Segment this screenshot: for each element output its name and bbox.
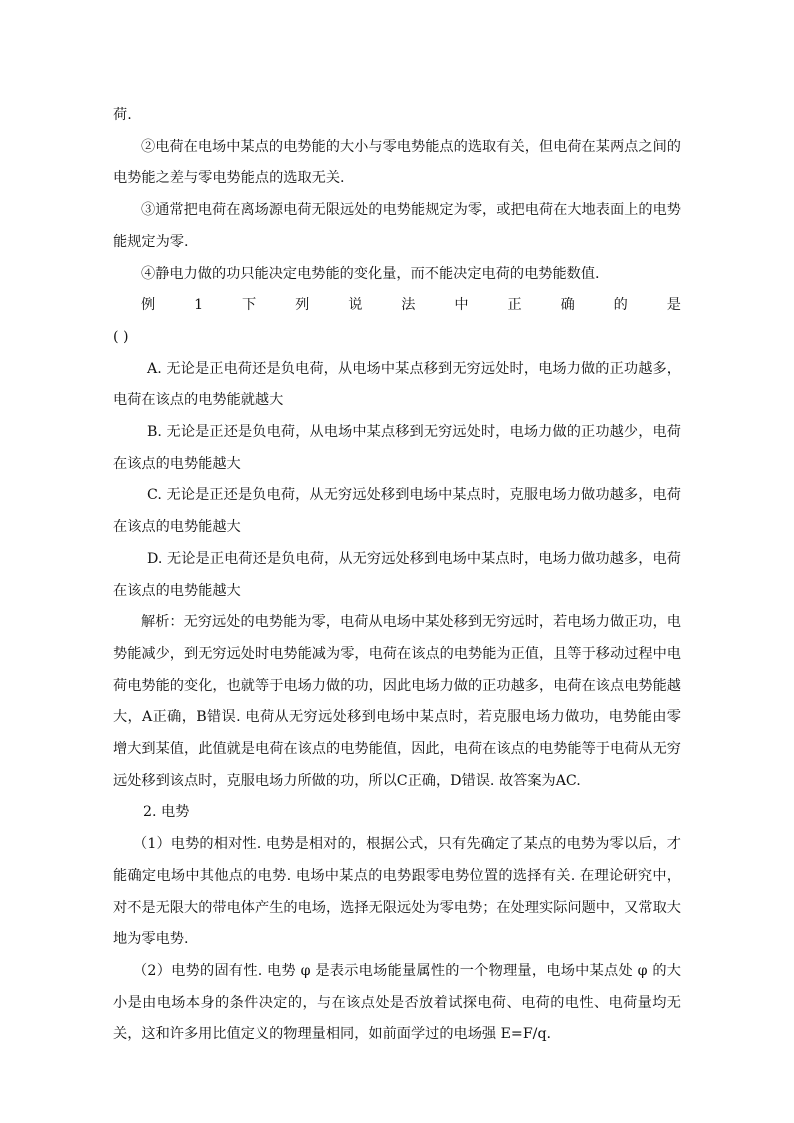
example-char: 正 <box>507 297 522 314</box>
paragraph-point-3: ③通常把电荷在离场源电荷无限远处的电势能规定为零，或把电荷在大地表面上的电势能规定为零. <box>113 202 681 250</box>
paragraph-point-4: ④静电力做的功只能决定电势能的变化量，而不能决定电荷的电势能数值. <box>141 265 600 282</box>
example-char: 是 <box>666 297 681 314</box>
option-a: A. 无论是正电荷还是负电荷，从电场中某点移到无穷远处时，电场力做的正功越多，电荷在该点的电势能就越大 <box>113 360 681 409</box>
section-title: 2. 电势 <box>143 804 190 821</box>
example-question-stem <box>113 290 681 322</box>
paragraph-lead: 荷. <box>113 107 132 123</box>
example-char: 1 <box>194 297 204 314</box>
answer-bracket: ( ) <box>113 328 129 345</box>
paragraph-relativity: （1）电势的相对性. 电势是相对的，根据公式，只有先确定了某点的电势为零以后，才能确定电场中其他点的电势. 电场中某点的电势跟零电势位置的选择有关. 在理论研究中，对不是无限大的带电体产生的电场，选择无限远处为零电势；在处理实际问题中，又常取大地为零电势. <box>113 836 681 948</box>
example-char: 例 <box>141 297 156 314</box>
option-d: D. 无论是正电荷还是负电荷，从无穷远处移到电场中某点时，电场力做功越多，电荷在该点的电势能越大 <box>113 550 681 599</box>
example-char: 中 <box>454 297 469 314</box>
document-body <box>113 100 681 1051</box>
analysis-paragraph: 解析：无穷远处的电势能为零，电荷从电场中某处移到无穷远时，若电场力做正功，电势能减少，到无穷远处时电势能减为零，电荷在该点的电势能为正值，且等于移动过程中电荷电势能的变化，也就等于电场力做的功，因此电场力做的正功越多，电荷在该点电势能越大，A正确，B错误. 电荷从无穷远处移到电场中某点时，若克服电场力做功，电势能由零增大到某值，此值就是电荷在该点的电势能值，因此，电荷在该点的电势能等于电荷从无穷远处移到该点时，克服电场力所做的功，所以C正确，D错误. 故答案为AC. <box>113 614 681 789</box>
option-c: C. 无论是正还是负电荷，从无穷远处移到电场中某点时，克服电场力做功越多，电荷在该点的电势能越大 <box>113 487 681 536</box>
example-char: 法 <box>401 297 416 314</box>
example-char: 确 <box>560 297 575 314</box>
example-char: 说 <box>348 297 363 314</box>
example-char: 列 <box>295 297 310 314</box>
example-char: 下 <box>242 297 257 314</box>
example-char: 的 <box>613 297 628 314</box>
paragraph-point-2: ②电荷在电场中某点的电势能的大小与零电势能点的选取有关，但电荷在某两点之间的电势能之差与零电势能点的选取无关. <box>113 138 681 187</box>
paragraph-intrinsic: （2）电势的固有性. 电势 φ 是表示电场能量属性的一个物理量，电场中某点处 φ 的大小是由电场本身的条件决定的，与在该点处是否放着试探电荷、电荷的电性、电荷量均无关，这和许多用比值定义的物理量相同，如前面学过的电场强 E=F/q. <box>113 962 681 1043</box>
option-b: B. 无论是正还是负电荷，从电场中某点移到无穷远处时，电场力做的正功越少，电荷在该点的电势能越大 <box>113 424 681 472</box>
